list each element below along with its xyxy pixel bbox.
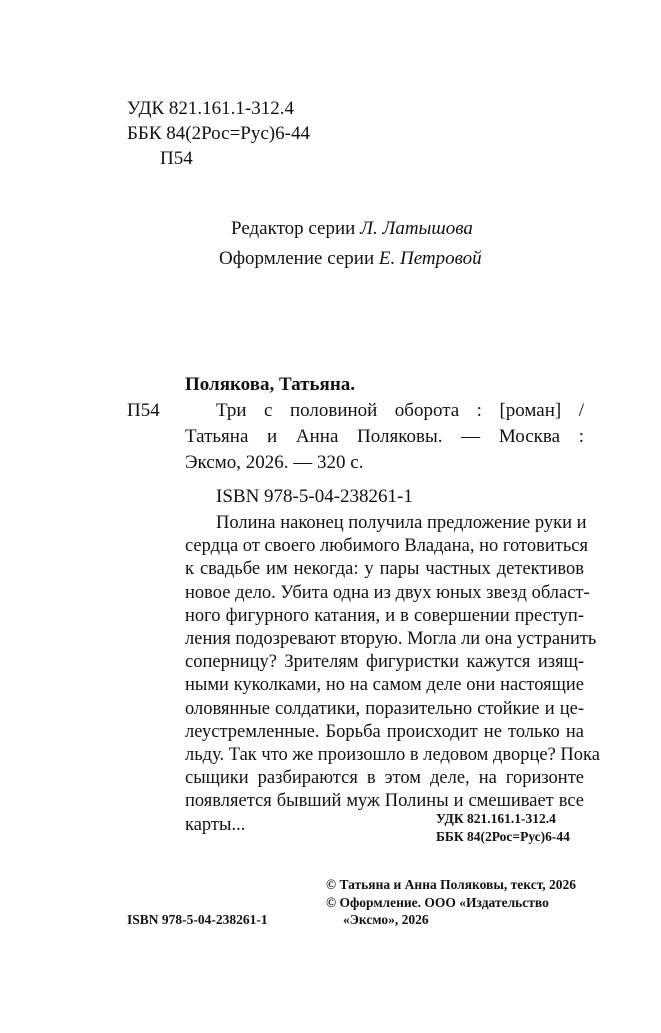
annotation-line: оловянные солдатики, поразительно стойкие и це- <box>185 698 584 719</box>
header-udk: УДК 821.161.1-312.4 <box>127 98 294 119</box>
classification-udk: УДК 821.161.1-312.4 <box>436 811 556 826</box>
annotation-line: сыщики разбираются в этом деле, на горизонте <box>185 768 584 789</box>
catalog-isbn: ISBN 978-5-04-238261-1 <box>216 486 413 507</box>
series-design-name: Е. Петровой <box>378 248 482 269</box>
header-author-mark: П54 <box>160 148 193 169</box>
catalog-author-mark: П54 <box>127 400 160 421</box>
header-bbk: ББК 84(2Рос=Рус)6-44 <box>127 123 310 144</box>
copyright-line: «Эксмо», 2026 <box>343 912 429 927</box>
footer-isbn: ISBN 978-5-04-238261-1 <box>127 912 268 927</box>
annotation-line: Полина наконец получила предложение руки и <box>216 513 587 533</box>
annotation-line: появляется бывший муж Полины и смешивает все <box>185 791 584 812</box>
annotation-line: ления подозревают вторую. Могла ли она устранить <box>185 629 597 650</box>
annotation-line: новое дело. Убита одна из двух юных звезд област- <box>185 582 590 603</box>
copyright-line: © Оформление. ООО «Издательство <box>326 895 549 910</box>
series-editor-line <box>231 216 473 241</box>
annotation-line: карты... <box>185 814 246 835</box>
annotation-line: сердца от своего любимого Владана, но готовиться <box>185 536 588 557</box>
catalog-description-line: Татьяна и Анна Поляковы. — Москва : <box>185 426 584 447</box>
series-design-line <box>219 246 482 271</box>
annotation-line: леустремленные. Борьба происходит не только на <box>185 721 584 742</box>
annotation-line: к свадьбе им некогда: у пары частных детективов <box>185 559 584 580</box>
annotation-line: ного фигурного катания, и в совершении преступ- <box>185 605 584 626</box>
annotation-line: соперницу? Зрителям фигуристки кажутся изящ- <box>185 652 584 673</box>
catalog-description-line: Эксмо, 2026. — 320 с. <box>185 452 364 473</box>
annotation-paragraph <box>185 512 600 837</box>
series-editor-name: Л. Латышова <box>360 218 473 239</box>
annotation-line: ными куколками, но на самом деле они настоящие <box>185 675 584 696</box>
annotation-line: льду. Так что же произошло в ледовом дворце? Пока <box>185 745 600 766</box>
series-design-label: Оформление серии <box>219 248 375 269</box>
catalog-description-line: Три с половиной оборота : [роман] / <box>216 400 584 421</box>
series-editor-label: Редактор серии <box>231 218 356 239</box>
catalog-author-heading: Полякова, Татьяна. <box>185 374 356 395</box>
copyright-line: © Татьяна и Анна Поляковы, текст, 2026 <box>326 877 577 892</box>
classification-bbk: ББК 84(2Рос=Рус)6-44 <box>436 829 570 844</box>
